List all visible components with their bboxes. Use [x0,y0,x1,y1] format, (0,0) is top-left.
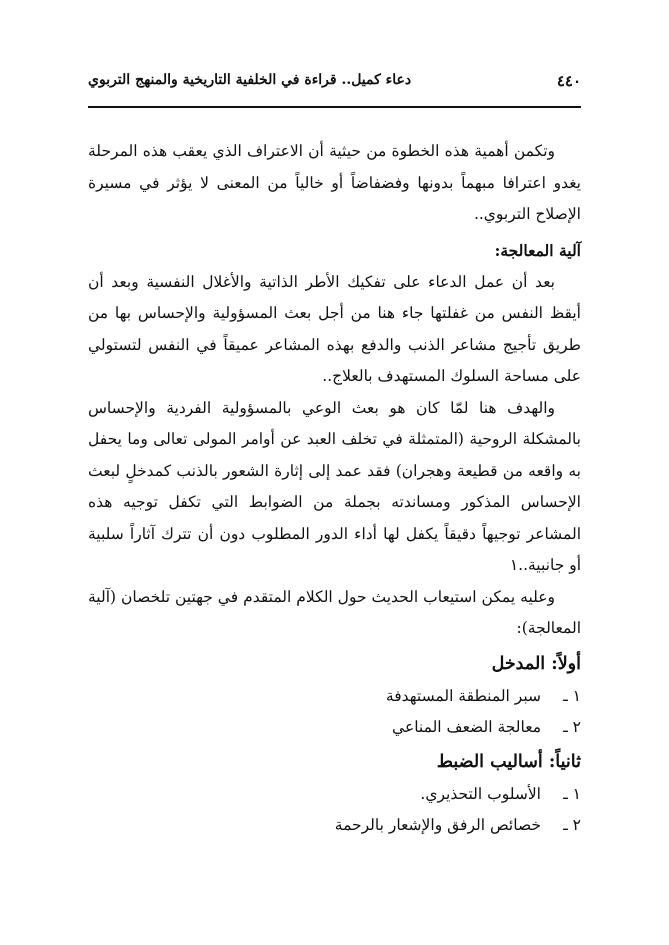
list-item-text: خصائص الرفق والإشعار بالرحمة [334,815,541,834]
list-item-number: ٢ ـ [563,717,581,736]
paragraph-1: بعد أن عمل الدعاء على تفكيك الأطر الذاتية والأغلال النفسية وبعد أن أيقظ النفس من غفلتها جاء هنا من أجل بعث المسؤولية والإحساس بها من طريق تأجيج مشاعر الذنب والدفع بهذه المشاعر عميقاً في النفس لتستولي على مساحة السلوك المستهدف بالعلاج.. [88,272,581,385]
list-item-text: معالجة الضعف المناعي [392,717,541,736]
list-item-text: الأسلوب التحذيري. [420,784,541,803]
list-item [88,681,581,712]
paragraph-3: وعليه يمكن استيعاب الحديث حول الكلام المتقدم في جهتين تلخصان (آلية المعالجة): [88,587,581,637]
entry-list [88,681,581,743]
intro-paragraph: وتكمن أهمية هذه الخطوة من حيثية أن الاعتراف الذي يعقب هذه المرحلة يغدو اعترافا مبهماً بدونها وفضفاضاً أو خالياً من المعنى لا يؤثر في مسيرة الإصلاح التربوي.. [88,142,581,223]
list-item-number: ٢ ـ [563,815,581,834]
list-item-number: ١ ـ [563,784,581,803]
list-item [88,712,581,743]
subheading-control-methods: ثانياً: أساليب الضبط [436,751,581,772]
running-title: دعاء كميل.. قراءة في الخلفية التاريخية والمنهج التربوي [88,72,412,88]
page-body [88,136,581,841]
subheading-entry: أولاً: المدخل [491,653,581,674]
section-heading: آلية المعالجة: [494,240,581,260]
list-item [88,779,581,810]
page-number: ٤٤٠ [556,72,581,90]
list-item-number: ١ ـ [563,686,581,705]
paragraph-2: والهدف هنا لمّا كان هو بعث الوعي بالمسؤولية الفردية والإحساس بالمشكلة الروحية (المتمثلة في تخلف العبد عن أوامر المولى تعالى وما يحفل به واقعه من قطيعة وهجران) فقد عمد إلى إثارة الشعور بالذنب كمدخلٍ لبعث الإحساس المذكور ومساندته بجملة من الضوابط التي تكفل توجيه هذه المشاعر توجيهاً دقيقاً يكفل لها أداء الدور المطلوب دون أن تترك آثاراً سلبية أو جانبية..١ [88,398,581,574]
list-item-text: سبر المنطقة المستهدفة [385,686,541,705]
control-methods-list [88,779,581,841]
running-header [88,72,581,108]
list-item [88,810,581,841]
